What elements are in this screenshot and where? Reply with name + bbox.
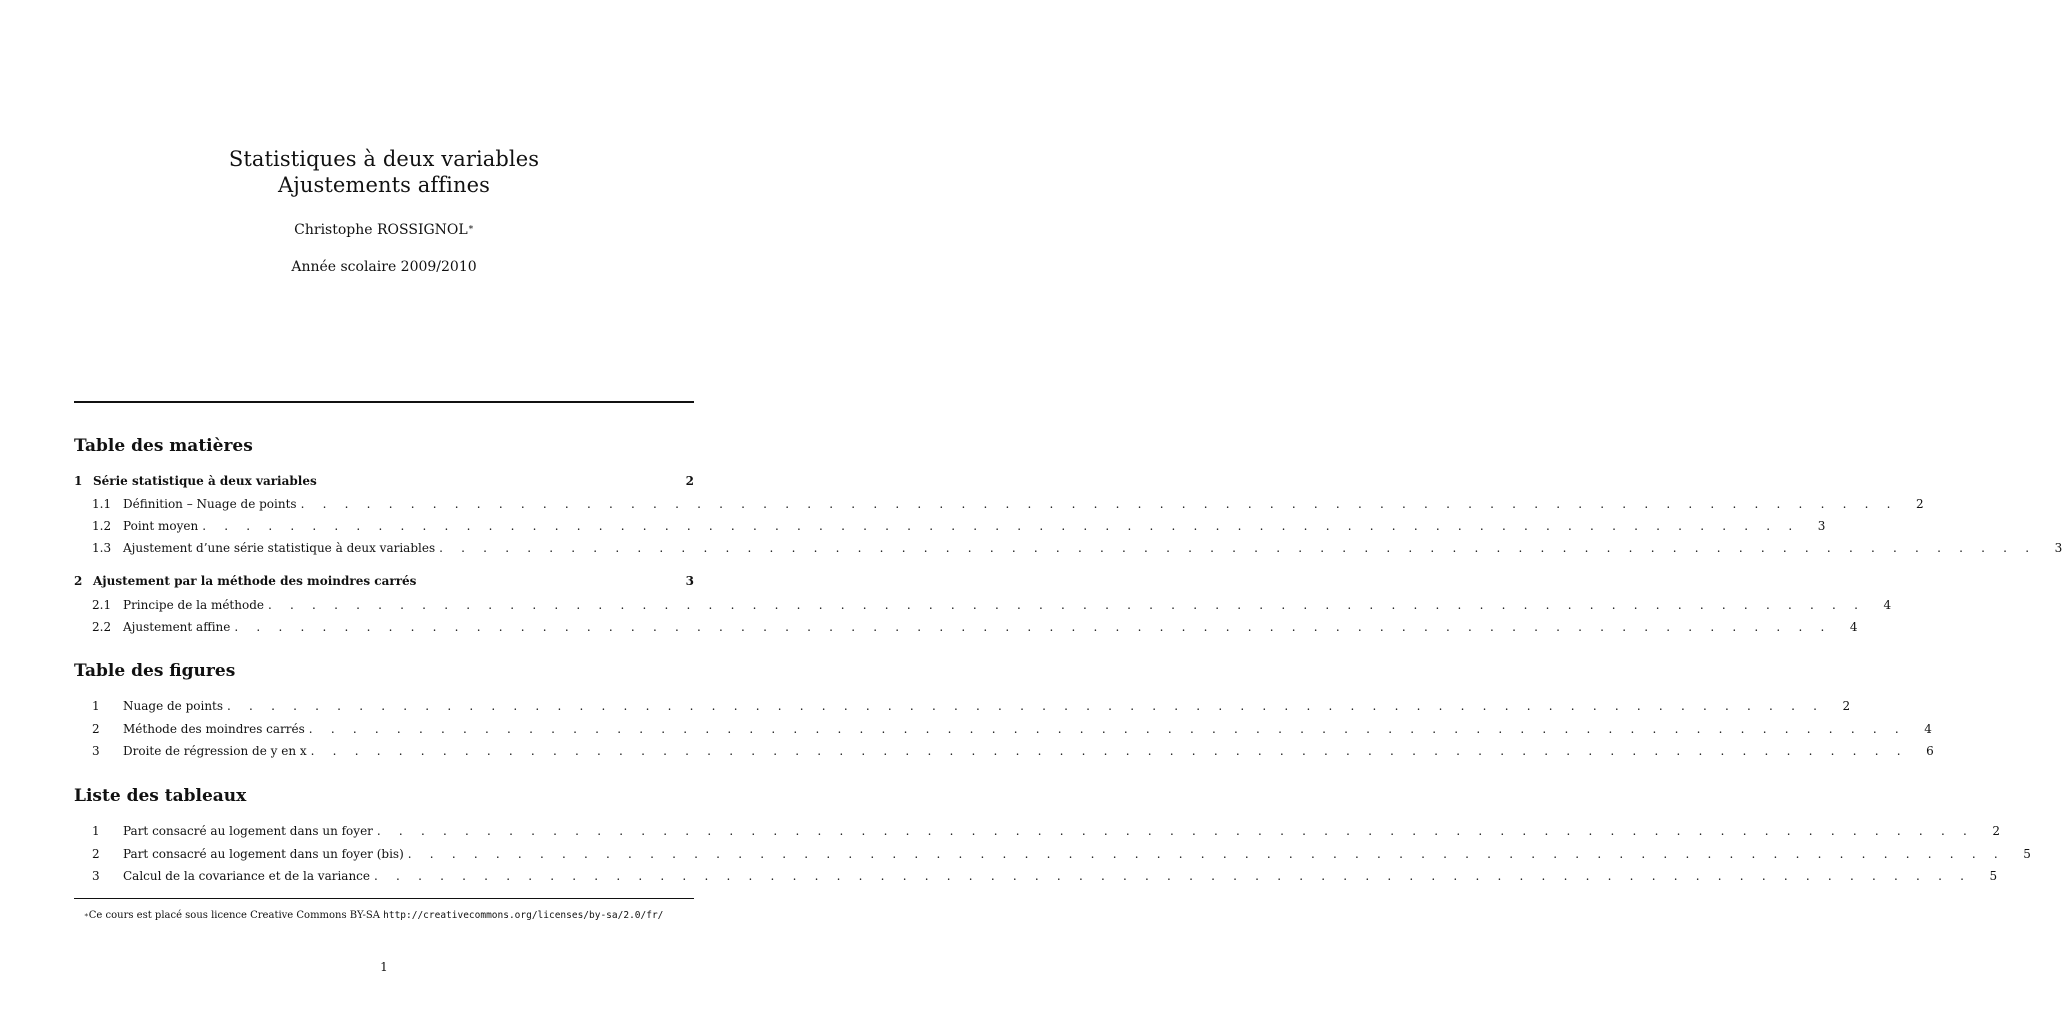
document-title-line2: Ajustements affines	[277, 173, 490, 197]
toc-entry-page: 2	[1916, 497, 1924, 511]
dot-leader: . . . . . . . . . . . . . . . . . . . . . . . . . . . . . . . . . . . . . . . . . . . . . . . . . . . . . . . . . . . . . . . . . . . . . . . . .	[310, 744, 1908, 758]
toc-heading: Table des matières	[74, 436, 253, 456]
author-footnote-mark: ∗	[467, 223, 474, 233]
toc-entry-number: 1.1	[92, 497, 112, 511]
dot-leader: . . . . . . . . . . . . . . . . . . . . . . . . . . . . . . . . . . . . . . . . . . . . . . . . . . . . . . . . . . . . . . . . . . . . . . . . .	[407, 847, 2005, 861]
figures-heading: Table des figures	[74, 661, 236, 681]
toc-entry-number: 2	[74, 574, 83, 588]
figure-entry-page: 2	[1842, 699, 1851, 713]
toc-entry-1-2[interactable]	[74, 517, 1826, 535]
toc-entry-title: Ajustement par la méthode des moindres carrés	[93, 574, 417, 588]
school-year: Année scolaire 2009/2010	[291, 259, 477, 275]
toc-entry-title: Série statistique à deux variables	[93, 474, 317, 488]
dot-leader: . . . . . . . . . . . . . . . . . . . . . . . . . . . . . . . . . . . . . . . . . . . . . . . . . . . . . . . . . . . . . . . . . . . . . . . . .	[308, 722, 1906, 736]
figure-entry-title: Méthode des moindres carrés	[123, 722, 305, 736]
dot-leader: . . . . . . . . . . . . . . . . . . . . . . . . . . . . . . . . . . . . . . . . . . . . . . . . . . . . . . . . . . . . . . . . . . . . . . . . .	[202, 519, 1800, 533]
toc-entry-1[interactable]	[74, 472, 694, 490]
page-number: 1	[380, 960, 388, 974]
table-entry-title: Part consacré au logement dans un foyer	[123, 824, 373, 838]
table-entry-number: 2	[92, 847, 100, 861]
toc-entry-title: Point moyen	[123, 519, 199, 533]
dot-leader: . . . . . . . . . . . . . . . . . . . . . . . . . . . . . . . . . . . . . . . . . . . . . . . . . . . . . . . . . . . . . . . . . . . . . . . . .	[227, 699, 1825, 713]
table-entry-title: Part consacré au logement dans un foyer (bis)	[123, 847, 404, 861]
figure-entry-title: Droite de régression de y en x	[123, 744, 307, 758]
figure-entry-number: 1	[92, 699, 100, 713]
footnote-text: Ce cours est placé sous licence Creative Commons BY-SA	[88, 910, 384, 921]
toc-entry-page: 3	[2054, 541, 2062, 555]
author	[0, 221, 768, 239]
footnote-rule	[74, 898, 694, 899]
horizontal-rule	[74, 401, 694, 403]
figure-entry-3[interactable]	[74, 742, 1934, 760]
footnote	[84, 909, 663, 923]
toc-entry-page: 4	[1883, 598, 1892, 612]
footnote-link[interactable]: http://creativecommons.org/licenses/by-sa/2.0/fr/	[383, 910, 664, 921]
figure-entry-2[interactable]	[74, 720, 1932, 738]
table-entry-number: 3	[92, 869, 100, 883]
toc-entry-number: 2.1	[92, 598, 112, 612]
toc-entry-number: 1.3	[92, 541, 112, 555]
author-name: Christophe ROSSIGNOL	[294, 222, 468, 238]
toc-entry-number: 1	[74, 474, 83, 488]
toc-entry-page: 2	[685, 474, 694, 488]
toc-entry-title: Principe de la méthode	[123, 598, 264, 612]
table-entry-2[interactable]	[74, 845, 2031, 863]
figure-entry-page: 4	[1924, 722, 1932, 736]
dot-leader: . . . . . . . . . . . . . . . . . . . . . . . . . . . . . . . . . . . . . . . . . . . . . . . . . . . . . . . . . . . . . . . . . . . . . . . . .	[439, 541, 2037, 555]
dot-leader: . . . . . . . . . . . . . . . . . . . . . . . . . . . . . . . . . . . . . . . . . . . . . . . . . . . . . . . . . . . . . . . . . . . . . . . . .	[376, 824, 1975, 838]
toc-entry-number: 1.2	[92, 519, 112, 533]
toc-entry-2[interactable]	[74, 572, 694, 590]
figure-entry-1[interactable]	[74, 697, 1851, 715]
toc-entry-2-2[interactable]	[74, 618, 1858, 636]
table-entry-page: 2	[1992, 824, 2001, 838]
tables-heading: Liste des tableaux	[74, 786, 247, 806]
toc-entry-page: 3	[685, 574, 694, 588]
toc-entry-title: Ajustement affine	[123, 620, 231, 634]
table-entry-title: Calcul de la covariance et de la variance	[123, 869, 371, 883]
table-entry-1[interactable]	[74, 822, 2001, 840]
figure-entry-number: 2	[92, 722, 100, 736]
footnote-mark: ∗	[84, 911, 89, 919]
toc-entry-title: Ajustement d’une série statistique à deux variables	[123, 541, 436, 555]
toc-entry-title: Définition – Nuage de points	[123, 497, 297, 511]
table-entry-number: 1	[92, 824, 100, 838]
toc-entry-1-3[interactable]	[74, 539, 2062, 557]
figure-entry-number: 3	[92, 744, 100, 758]
toc-entry-page: 4	[1849, 620, 1858, 634]
dot-leader: . . . . . . . . . . . . . . . . . . . . . . . . . . . . . . . . . . . . . . . . . . . . . . . . . . . . . . . . . . . . . . . . . . . . . . . . .	[374, 869, 1972, 883]
toc-entry-1-1[interactable]	[74, 495, 1924, 513]
dot-leader: . . . . . . . . . . . . . . . . . . . . . . . . . . . . . . . . . . . . . . . . . . . . . . . . . . . . . . . . . . . . . . . . . . . . . . . . .	[300, 497, 1898, 511]
figure-entry-page: 6	[1926, 744, 1934, 758]
table-entry-page: 5	[1989, 869, 1998, 883]
figure-entry-title: Nuage de points	[123, 699, 224, 713]
document-title-line1: Statistiques à deux variables	[228, 147, 540, 171]
dot-leader: . . . . . . . . . . . . . . . . . . . . . . . . . . . . . . . . . . . . . . . . . . . . . . . . . . . . . . . . . . . . . . . . . . . . . . . . .	[234, 620, 1832, 634]
toc-entry-number: 2.2	[92, 620, 112, 634]
table-entry-3[interactable]	[74, 867, 1998, 885]
table-entry-page: 5	[2023, 847, 2031, 861]
toc-entry-page: 3	[1817, 519, 1826, 533]
dot-leader: . . . . . . . . . . . . . . . . . . . . . . . . . . . . . . . . . . . . . . . . . . . . . . . . . . . . . . . . . . . . . . . . . . . . . . . . .	[267, 598, 1866, 612]
toc-entry-2-1[interactable]	[74, 596, 1892, 614]
